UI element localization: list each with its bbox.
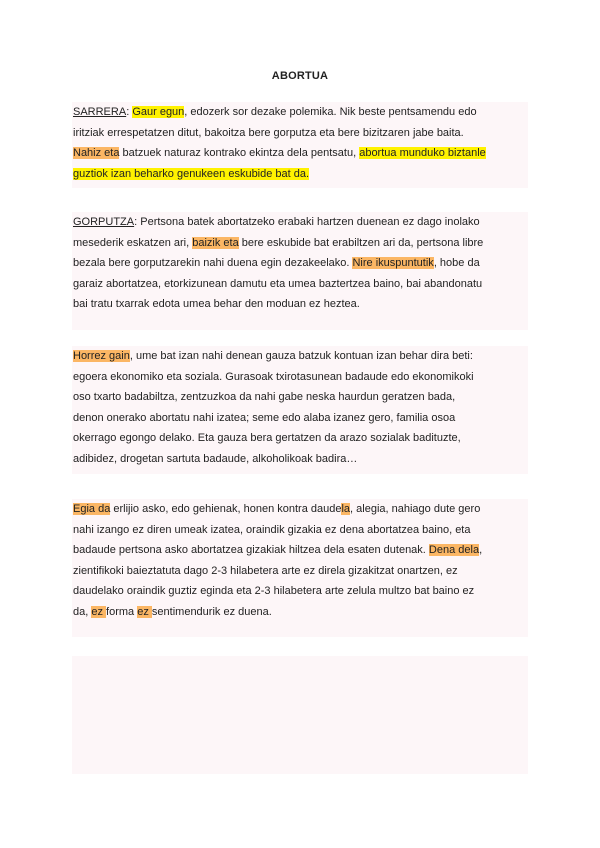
text-line <box>73 602 526 623</box>
text-segment: : Pertsona batek abortatzeko erabaki hartzen duenean ez dago inolako <box>134 216 480 228</box>
text-line <box>73 102 526 123</box>
text-line <box>73 449 526 470</box>
text-segment: , hobe da <box>433 257 480 270</box>
text-line <box>73 367 526 388</box>
section-egoera <box>72 346 528 474</box>
empty-section <box>72 656 528 774</box>
section-sarrera <box>72 102 528 188</box>
text-line <box>73 520 526 541</box>
highlighted-text: ez <box>137 605 152 618</box>
highlighted-text: guztiok izan beharko genukeen eskubide bat da. <box>73 167 310 180</box>
text-segment: bezala bere gorputzarekin nahi duena egin dezakeelako. <box>73 257 353 270</box>
text-line <box>73 233 526 254</box>
text-segment: nahi izango ez diren umeak izatea, oraindik gizakia ez dena abortatzea baino, eta <box>73 523 471 536</box>
section-heading: SARRERA <box>73 106 127 118</box>
text-segment: adibidez, drogetan sartuta badaude, alkoholikoak badira… <box>73 452 358 465</box>
text-segment: badaude pertsona asko abortatzea gizakiak hiltzea dela esaten dutenak. <box>73 544 429 557</box>
text-segment: bai tratu txarrak edota umea behar den moduan ez heztea. <box>73 298 360 311</box>
text-segment: batzuek naturaz kontrako ekintza dela pentsatu, <box>119 147 360 160</box>
text-segment: sentimendurik ez duena. <box>151 605 272 618</box>
text-line <box>73 143 526 164</box>
text-line <box>73 561 526 582</box>
text-segment: daudelako oraindik guztiz eginda eta 2-3 hilabetera arte zelula multzo bat baino ez <box>73 585 475 598</box>
text-segment: , <box>479 544 483 557</box>
text-line <box>73 346 526 367</box>
text-segment: egoera ekonomiko eta soziala. Gurasoak txirotasunean badaude edo ekonomikoki <box>73 370 474 383</box>
highlighted-text: Horrez gain <box>73 350 130 362</box>
text-segment: da, <box>73 605 92 618</box>
text-segment: zientifikoki baieztatuta dago 2-3 hilabetera arte ez direla gizakitzat onartzen, ez <box>73 564 458 577</box>
document-title: ABORTUA <box>271 70 329 82</box>
text-line <box>73 581 526 602</box>
text-line <box>73 499 526 520</box>
text-segment: okerrago egongo delako. Eta gauza bera gertatzen da arazo sozialak badituzte, <box>73 432 461 445</box>
text-line <box>73 540 526 561</box>
text-segment: denon onerako abortatu nahi izatea; seme edo alaba izanez gero, familia osoa <box>73 411 456 424</box>
text-line <box>73 123 526 144</box>
section-erlijioa <box>72 499 528 637</box>
text-line <box>73 212 526 233</box>
text-line <box>73 387 526 408</box>
text-line <box>73 274 526 295</box>
text-segment: , ume bat izan nahi denean gauza batzuk kontuan izan behar dira beti: <box>129 350 473 362</box>
text-segment: , edozerk sor dezake polemika. Nik beste pentsamendu edo <box>184 106 477 118</box>
text-segment: garaiz abortatzea, etorkizunean damutu eta umea baztertzea baino, bai abandonatu <box>73 277 483 290</box>
text-segment: erlijio asko, edo gehienak, honen kontra daude <box>110 503 342 515</box>
text-line <box>73 253 526 274</box>
highlighted-text: abortua munduko biztanle <box>359 147 486 160</box>
highlighted-text: Nire ikuspuntutik <box>352 257 434 270</box>
section-heading: GORPUTZA <box>73 216 135 228</box>
highlighted-text: la <box>341 503 351 515</box>
text-segment: , alegia, nahiago dute gero <box>350 503 481 515</box>
highlighted-text: Nahiz eta <box>73 147 120 160</box>
text-segment: iritziak errespetatzen ditut, bakoitza bere gorputza eta bere bizitzaren jabe baita. <box>73 126 464 139</box>
highlighted-text: ez <box>91 605 107 618</box>
text-line <box>73 428 526 449</box>
text-segment: forma <box>106 605 138 618</box>
section-gorputza <box>72 212 528 330</box>
text-line <box>73 408 526 429</box>
highlighted-text: baizik eta <box>192 236 239 249</box>
highlighted-text: Egia da <box>73 503 111 515</box>
text-line <box>73 294 526 315</box>
text-segment: : <box>126 106 133 118</box>
highlighted-text: Gaur egun <box>132 106 185 118</box>
text-segment: bere eskubide bat erabiltzen ari da, pertsona libre <box>238 236 484 249</box>
text-segment: mesederik eskatzen ari, <box>73 236 193 249</box>
highlighted-text: Dena dela <box>428 544 480 557</box>
text-segment: oso txarto badabiltza, zentzuzkoa da nahi gabe neska haurdun geratzen bada, <box>73 391 456 404</box>
text-line <box>73 164 526 185</box>
